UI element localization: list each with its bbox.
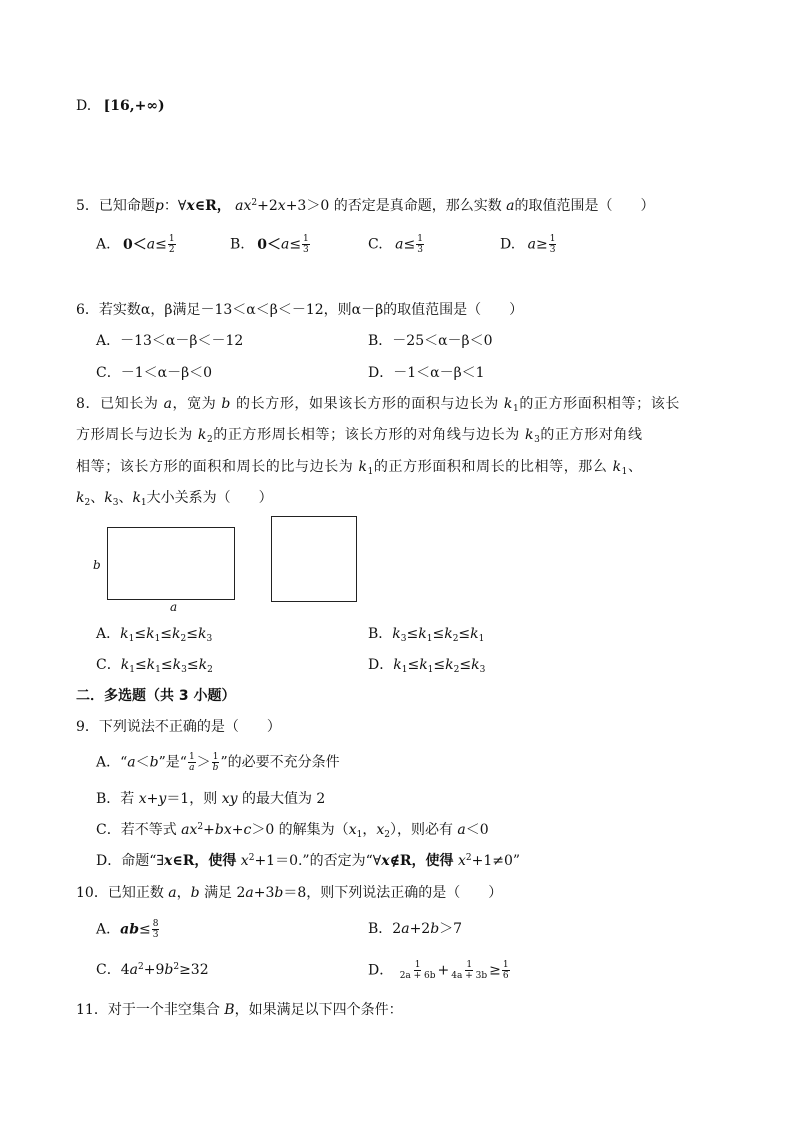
q9-option-c: C．若不等式 $ax^2+bx+c>0$ 的解集为（$x_1$，$x_2$），则必有 a＜0 (96, 822, 489, 840)
fraction (152, 919, 160, 940)
fraction (399, 960, 437, 981)
denominator: 2a + 6b (399, 971, 436, 981)
relation: ≤ (186, 626, 198, 642)
option-label: D. (500, 236, 516, 253)
relation: ≤ (432, 626, 445, 642)
numerator: 8 (152, 919, 159, 929)
q10-option-d (368, 960, 511, 981)
q5-option-a (96, 234, 177, 255)
var-x: x (186, 198, 195, 214)
option-label: C. (368, 236, 383, 253)
denominator: 3 (549, 245, 556, 255)
var-k: k (197, 427, 207, 443)
subscript: 1 (513, 404, 520, 414)
relation: ≤ (433, 657, 446, 673)
relation: ≥ (536, 236, 548, 253)
fraction (302, 234, 310, 255)
option-text: +1≠0” (471, 853, 521, 869)
stem-text: 方形周长与边长为 (76, 427, 193, 443)
numerator: 1 (414, 960, 421, 970)
var-k: k (358, 459, 368, 475)
stem-text: 已知命题 (98, 198, 155, 214)
var-k: k (612, 459, 622, 475)
q6-option-c: C．－1＜α－β＜0 (96, 365, 213, 381)
relation: ≤ (155, 236, 167, 253)
relation: ≤ (406, 626, 419, 642)
stem-text: 8．已知长为 (76, 396, 159, 412)
question-8-line-3: 相等；该长方形的面积和周长的比与边长为 $k_1$的正方形面积和周长的比相等，那么 $k_1$、 (76, 459, 643, 477)
q5-option-c (368, 234, 425, 255)
q4-option-d (76, 96, 165, 116)
relation: ≤ (186, 657, 199, 673)
question-5-stem (76, 196, 655, 216)
option-label: B． (368, 626, 393, 642)
denominator: 6 (502, 971, 509, 981)
option-label: A． (96, 626, 121, 642)
subscript: 3 (112, 498, 119, 508)
denominator: 2 (168, 245, 175, 255)
var-a: a (280, 236, 290, 253)
var-x: x (277, 198, 286, 214)
stem-text: 的取值范围是（ ） (514, 198, 655, 214)
operator: + (437, 962, 450, 979)
fraction: $\frac{1}{a}$ (188, 752, 195, 773)
option-text: C．4 (96, 962, 130, 978)
question-6-stem: 6．若实数α，β满足－13＜α＜β＜－12，则α－β的取值范围是（ ） (76, 302, 524, 318)
relation: ≤ (160, 626, 173, 642)
relation: ≤ (160, 657, 173, 673)
fraction (450, 960, 488, 981)
square-figure (271, 516, 357, 602)
numerator: 1 (303, 234, 309, 244)
var-B: B (224, 1002, 235, 1018)
subscript: 2 (84, 498, 91, 508)
stem-text: 大小关系为（ ） (146, 490, 273, 506)
question-11-stem (76, 1000, 403, 1020)
question-9-stem: 9．下列说法不正确的是（ ） (76, 719, 281, 735)
var-x: x (243, 198, 252, 214)
q6-option-d: D．－1＜α－β＜1 (368, 365, 485, 381)
q9-option-a: A．“a＜b”是“ $\frac{1}{a}$ ＞ $\frac{1}{b}$ ”的必要不充分条件 (96, 752, 340, 773)
fraction (549, 234, 557, 255)
var-a: a (163, 396, 173, 412)
option-text: A．“ (96, 754, 128, 771)
option-text: +2 (409, 921, 431, 937)
var-k: k (132, 490, 141, 506)
relation: ＞ (196, 754, 211, 771)
option-label: D． (368, 962, 394, 979)
q8-option-a: A．$k_1\le k_1\le k_2\le k_3$ (96, 626, 213, 644)
q8-option-c: C．$k_1\le k_1\le k_3\le k_2$ (96, 657, 213, 675)
option-text: ），则必有 (389, 822, 453, 838)
option-label: B. (230, 236, 245, 253)
option-text: ”是“ (158, 754, 187, 771)
question-10-stem: 10．已知正数 a，b 满足 2a+3b＝8，则下列说法正确的是（ ） (76, 885, 503, 901)
relation: ≤ (139, 921, 151, 938)
option-text: 0＜ (123, 236, 147, 253)
var-k: k (76, 490, 85, 506)
option-text: 0＜ (257, 236, 281, 253)
relation: ≤ (134, 657, 147, 673)
option-text: ∈R，使得 (172, 853, 237, 869)
stem-text: ，如果满足以下四个条件： (234, 1002, 403, 1018)
var-a: a (235, 198, 244, 214)
stem-text: ＝8，则下列说法正确的是（ ） (283, 885, 503, 901)
fraction: $\frac{1}{b}$ (212, 752, 219, 773)
q8-option-b: B．$k_3\le k_1\le k_2\le k_1$ (368, 626, 485, 644)
fraction (416, 234, 424, 255)
question-number: 5． (76, 198, 99, 214)
option-label: A. (96, 236, 111, 253)
option-label: D． (368, 657, 394, 673)
option-text: ＜0 (465, 822, 489, 838)
numerator: 1 (417, 234, 423, 244)
var-p: p (154, 198, 164, 214)
option-label: D. (76, 98, 92, 114)
numerator: 1 (549, 234, 556, 244)
option-text: 的最大值为 2 (241, 791, 326, 807)
var-k: k (503, 396, 513, 412)
stem-text: +3＞0 的否定是真命题，那么实数 (285, 198, 502, 214)
subscript: 2 (206, 435, 214, 445)
stem-text: 的长方形，如果该长方形的面积与边长为 (236, 396, 499, 412)
var-k: k (524, 427, 535, 443)
stem-text: +3 (253, 885, 275, 901)
relation: ＜ (135, 754, 150, 771)
denominator: 3 (417, 245, 423, 255)
stem-text: ，宽为 (172, 396, 217, 412)
stem-text: 的正方形面积和周长的比相等，那么 (373, 459, 608, 475)
var-a: a (506, 198, 515, 214)
stem-text: ∈R， (194, 198, 231, 214)
option-text: B．2 (368, 921, 402, 937)
stem-text: 满足 2 (204, 885, 246, 901)
separator: 、 (118, 490, 133, 506)
question-8-line-4 (76, 488, 273, 508)
stem-text: 11．对于一个非空集合 (76, 1002, 220, 1018)
stem-text: 的正方形对角线 (540, 427, 643, 443)
numerator: 1 (466, 960, 473, 970)
stem-text: 10．已知正数 (76, 885, 164, 901)
option-text: ≥32 (179, 962, 209, 978)
var-a: a (527, 236, 536, 253)
numerator: 1 (168, 234, 175, 244)
q10-option-b: B．2a+2b＞7 (368, 921, 463, 937)
q6-option-b: B．－25＜α－β＜0 (368, 333, 493, 349)
stem-text: 的正方形面积相等；该长 (519, 396, 680, 412)
option-text: C．若不等式 (96, 822, 177, 838)
option-text: +1＝0.”的否定为“∀ (254, 853, 382, 869)
option-text: ∉R，使得 (389, 853, 454, 869)
subscript: 1 (140, 498, 147, 508)
rectangle-figure (107, 527, 235, 600)
relation: ≥ (489, 962, 501, 979)
numerator: 1 (502, 960, 509, 970)
option-text: D．命题“∃ (96, 853, 164, 869)
option-text: +9 (143, 962, 165, 978)
exponent: 2 (251, 198, 258, 208)
q8-option-d: D．$k_1\le k_1\le k_2\le k_3$ (368, 657, 486, 675)
option-text: B．若 (96, 791, 135, 807)
q6-option-a: A．－13＜α－β＜－12 (96, 333, 244, 349)
subscript: 1 (621, 467, 628, 477)
question-8-line-2 (76, 425, 643, 445)
option-label: A． (96, 921, 121, 938)
q9-option-d: D．命题“∃x∈R，使得 $x^2+1=0$.”的否定为“∀x∉R，使得 $x^2+1\ne 0$” (96, 853, 521, 869)
section-heading: 二．多选题（共 3 小题） (76, 688, 236, 704)
var-k: k (104, 490, 113, 506)
denominator: 3 (152, 930, 159, 940)
subscript: 3 (534, 435, 541, 445)
option-text: ”的必要不充分条件 (220, 754, 340, 771)
option-text: ＞7 (439, 921, 463, 937)
stem-text: 的正方形周长相等；该长方形的对角线与边长为 (213, 427, 520, 443)
var-b: b (221, 396, 231, 412)
figure-label-a: a (170, 600, 178, 614)
option-text: [16,+∞) (103, 98, 165, 114)
relation: ≤ (403, 236, 416, 253)
option-text: ＞0 的解集为（ (251, 822, 349, 838)
option-label: C． (96, 657, 121, 673)
q5-option-d (500, 234, 557, 255)
relation: ≤ (459, 657, 472, 673)
denominator: 3 (303, 245, 309, 255)
stem-text: 相等；该长方形的面积和周长的比与边长为 (76, 459, 354, 475)
figure-label-b: b (93, 558, 101, 572)
fraction (502, 960, 510, 981)
denominator: 4a + 3b (451, 971, 488, 981)
subscript: 1 (367, 467, 374, 477)
var-a: a (395, 236, 404, 253)
q10-option-c: C．$4a^2+9b^2\ge 32$ (96, 962, 209, 978)
q5-option-b (230, 234, 311, 255)
stem-text: ：∀ (163, 198, 187, 214)
stem-text: +2 (257, 198, 278, 214)
q10-option-a: A．ab≤ $\frac{8}{3}$ (96, 919, 159, 940)
relation: ≤ (134, 626, 147, 642)
option-text: ＝1，则 (166, 791, 218, 807)
relation: ≤ (289, 236, 302, 253)
var-a: a (146, 236, 156, 253)
question-8-line-1 (76, 394, 680, 414)
separator: 、 (90, 490, 105, 506)
q9-option-b: B．若 x+y＝1，则 xy 的最大值为 2 (96, 791, 326, 807)
relation: ≤ (407, 657, 420, 673)
relation: ≤ (458, 626, 471, 642)
fraction (168, 234, 176, 255)
